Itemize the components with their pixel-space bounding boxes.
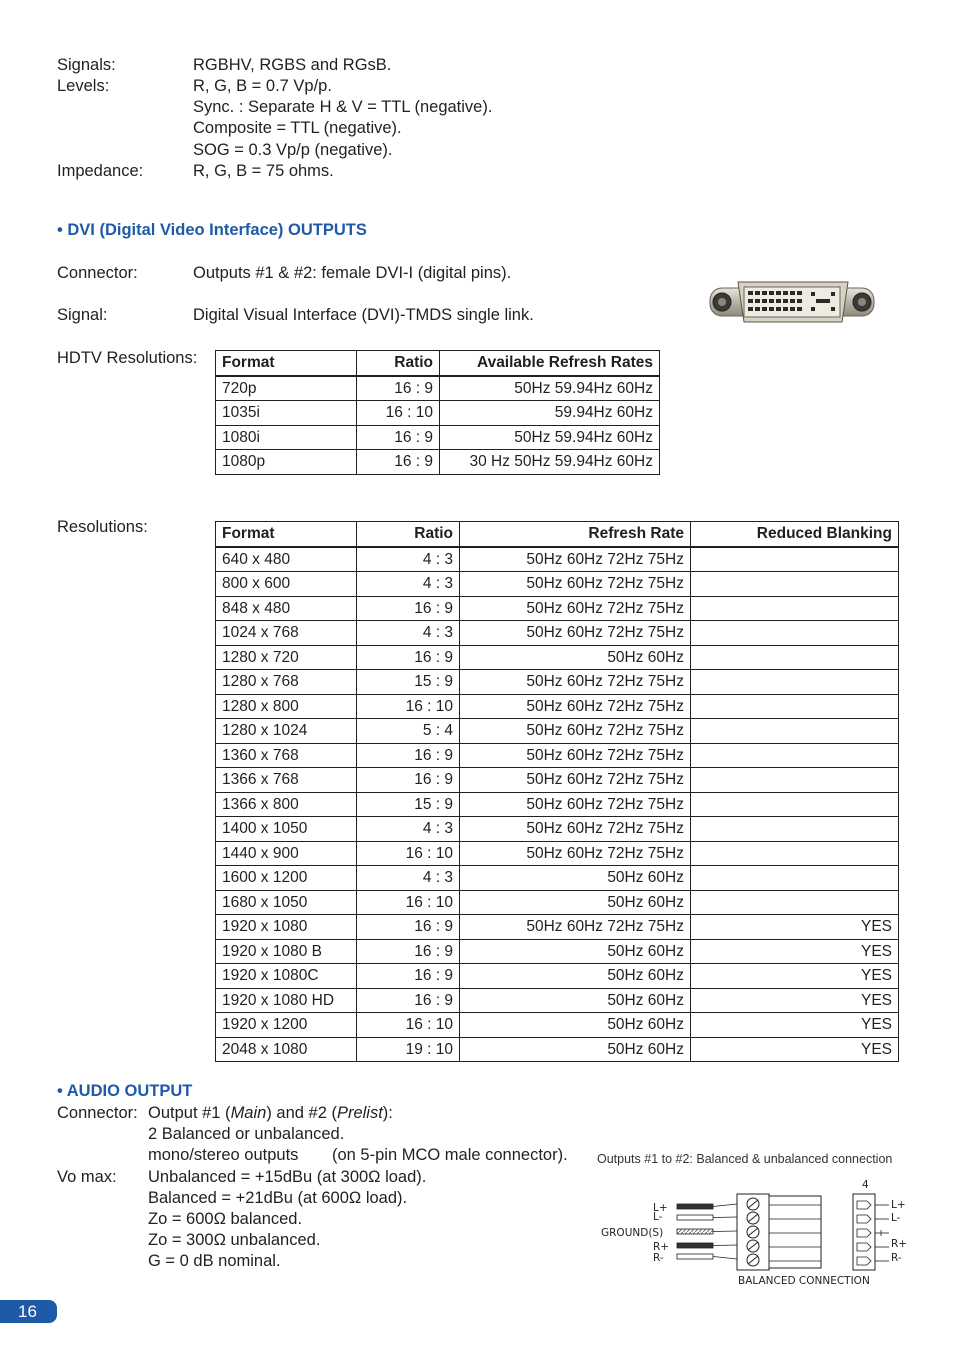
impedance-label: Impedance: — [57, 162, 144, 180]
table-row — [216, 621, 899, 646]
diagram-left-label: R- — [653, 1252, 664, 1264]
table-cell: 640 x 480 — [216, 547, 357, 572]
table-row — [216, 645, 899, 670]
table-cell: 50Hz 60Hz 72Hz 75Hz — [460, 596, 691, 621]
table-cell: 720p — [216, 376, 357, 401]
table-row — [216, 376, 660, 401]
diagram-left-label: GROUND(S) — [601, 1227, 664, 1239]
column-header: Format — [216, 522, 357, 547]
dvi-signal-value: Digital Visual Interface (DVI)-TMDS single link. — [193, 306, 534, 324]
table-cell — [691, 621, 899, 646]
table-row — [216, 841, 899, 866]
diagram-right-label: L- — [891, 1212, 901, 1224]
table-cell: 50Hz 60Hz 72Hz 75Hz — [460, 792, 691, 817]
table-row — [216, 743, 899, 768]
vomax-line: Zo = 300Ω unbalanced. — [148, 1231, 321, 1249]
table-cell — [691, 645, 899, 670]
table-cell: YES — [691, 1037, 899, 1062]
table-cell — [691, 890, 899, 915]
table-cell: 30 Hz 50Hz 59.94Hz 60Hz — [440, 450, 660, 475]
signals-value: RGBHV, RGBS and RGsB. — [193, 56, 392, 74]
table-cell — [691, 694, 899, 719]
table-row — [216, 915, 899, 940]
table-cell: 16 : 9 — [357, 768, 460, 793]
table-cell: 1366 x 768 — [216, 768, 357, 793]
table-row — [216, 547, 899, 572]
table-row — [216, 425, 660, 450]
resolutions-table — [215, 521, 899, 1062]
table-cell — [691, 743, 899, 768]
table-cell — [691, 719, 899, 744]
dvi-connector-image — [708, 278, 876, 331]
text-segment-italic: Prelist — [336, 1104, 383, 1122]
column-header: Reduced Blanking — [691, 522, 899, 547]
vomax-line: G = 0 dB nominal. — [148, 1252, 281, 1270]
vomax-label: Vo max: — [57, 1168, 117, 1186]
table-cell — [691, 841, 899, 866]
impedance-value: R, G, B = 75 ohms. — [193, 162, 334, 180]
dvi-connector-label: Connector: — [57, 264, 138, 282]
table-cell: 50Hz 60Hz — [460, 939, 691, 964]
table-cell — [691, 572, 899, 597]
table-row — [216, 1037, 899, 1062]
table-cell: 16 : 9 — [357, 376, 440, 401]
column-header: Ratio — [357, 351, 440, 376]
table-cell: 800 x 600 — [216, 572, 357, 597]
table-row — [216, 401, 660, 426]
table-cell: 16 : 10 — [357, 1013, 460, 1038]
table-cell: 16 : 10 — [357, 841, 460, 866]
table-cell: 50Hz 60Hz — [460, 645, 691, 670]
table-cell — [691, 596, 899, 621]
table-cell: 50Hz 60Hz — [460, 890, 691, 915]
table-cell: 50Hz 59.94Hz 60Hz — [440, 376, 660, 401]
table-cell: 1920 x 1080C — [216, 964, 357, 989]
table-cell: 16 : 9 — [357, 645, 460, 670]
table-cell: 19 : 10 — [357, 1037, 460, 1062]
table-cell: 16 : 9 — [357, 988, 460, 1013]
vomax-line: Unbalanced = +15dBu (at 300Ω load). — [148, 1168, 427, 1186]
table-cell: 2048 x 1080 — [216, 1037, 357, 1062]
table-cell: 50Hz 60Hz 72Hz 75Hz — [460, 915, 691, 940]
table-row — [216, 694, 899, 719]
table-row — [216, 1013, 899, 1038]
table-cell: 16 : 9 — [357, 450, 440, 475]
table-cell — [691, 866, 899, 891]
dvi-connector-value: Outputs #1 & #2: female DVI-I (digital pins). — [193, 264, 512, 282]
text-segment: ): — [382, 1104, 393, 1122]
table-cell: 50Hz 60Hz 72Hz 75Hz — [460, 572, 691, 597]
diagram-bottom-label: BALANCED CONNECTION — [738, 1275, 870, 1287]
levels-line: SOG = 0.3 Vp/p (negative). — [193, 141, 393, 159]
table-cell: 50Hz 60Hz 72Hz 75Hz — [460, 719, 691, 744]
table-cell: 16 : 9 — [357, 939, 460, 964]
table-cell: 4 : 3 — [357, 621, 460, 646]
table-cell — [691, 792, 899, 817]
levels-line: Composite = TTL (negative). — [193, 119, 402, 137]
hdtv-table — [215, 350, 660, 475]
table-row — [216, 964, 899, 989]
table-cell: 1366 x 800 — [216, 792, 357, 817]
table-cell — [691, 547, 899, 572]
table-cell: 16 : 9 — [357, 915, 460, 940]
table-cell: 1680 x 1050 — [216, 890, 357, 915]
table-cell: 1440 x 900 — [216, 841, 357, 866]
table-row — [216, 866, 899, 891]
audio-connector-line: mono/stereo outputs — [148, 1146, 299, 1164]
signals-label: Signals: — [57, 56, 116, 74]
table-cell: 1920 x 1080 B — [216, 939, 357, 964]
table-cell: 1280 x 768 — [216, 670, 357, 695]
table-cell: 1280 x 800 — [216, 694, 357, 719]
table-cell: 16 : 9 — [357, 964, 460, 989]
table-cell: 16 : 10 — [357, 694, 460, 719]
column-header: Ratio — [357, 522, 460, 547]
table-row — [216, 792, 899, 817]
table-row — [216, 670, 899, 695]
table-cell: 1920 x 1080 HD — [216, 988, 357, 1013]
table-header-row — [216, 351, 660, 376]
hdtv-label: HDTV Resolutions: — [57, 349, 198, 367]
table-cell: 4 : 3 — [357, 866, 460, 891]
table-cell: 50Hz 60Hz — [460, 964, 691, 989]
table-cell: 15 : 9 — [357, 792, 460, 817]
dvi-signal-label: Signal: — [57, 306, 108, 324]
table-cell: 59.94Hz 60Hz — [440, 401, 660, 426]
table-cell: 1600 x 1200 — [216, 866, 357, 891]
diagram-right-label: R- — [891, 1252, 902, 1264]
levels-line: R, G, B = 0.7 Vp/p. — [193, 77, 332, 95]
table-cell: 4 : 3 — [357, 547, 460, 572]
table-cell: 50Hz 60Hz 72Hz 75Hz — [460, 743, 691, 768]
table-cell: 50Hz 60Hz 72Hz 75Hz — [460, 817, 691, 842]
table-cell: 50Hz 60Hz 72Hz 75Hz — [460, 621, 691, 646]
diagram-left-label: R+ — [653, 1241, 670, 1253]
table-cell: 50Hz 60Hz — [460, 866, 691, 891]
table-cell: 1400 x 1050 — [216, 817, 357, 842]
table-cell: 16 : 9 — [357, 425, 440, 450]
audio-connector-label: Connector: — [57, 1104, 138, 1122]
table-cell: 50Hz 60Hz 72Hz 75Hz — [460, 694, 691, 719]
dvi-heading: • DVI (Digital Video Interface) OUTPUTS — [57, 221, 367, 239]
column-header: Available Refresh Rates — [440, 351, 660, 376]
column-header: Refresh Rate — [460, 522, 691, 547]
table-row — [216, 817, 899, 842]
table-cell: 1080p — [216, 450, 357, 475]
table-cell: YES — [691, 939, 899, 964]
page-number: 16 — [18, 1302, 37, 1321]
balanced-connection-diagram — [667, 1192, 892, 1277]
column-header: Format — [216, 351, 357, 376]
diagram-left-label: L+ — [653, 1202, 668, 1214]
table-cell: 1080i — [216, 425, 357, 450]
table-cell: 16 : 9 — [357, 596, 460, 621]
table-cell: 50Hz 59.94Hz 60Hz — [440, 425, 660, 450]
diagram-left-label: L- — [653, 1211, 663, 1223]
table-cell: 1024 x 768 — [216, 621, 357, 646]
table-row — [216, 450, 660, 475]
table-cell: 50Hz 60Hz 72Hz 75Hz — [460, 670, 691, 695]
table-cell: YES — [691, 964, 899, 989]
diagram-right-label: L+ — [891, 1199, 906, 1211]
table-cell: 5 : 4 — [357, 719, 460, 744]
levels-label: Levels: — [57, 77, 110, 95]
diagram-caption: Outputs #1 to #2: Balanced & unbalanced connection — [597, 1152, 893, 1166]
text-segment-italic: Main — [230, 1104, 267, 1122]
levels-line: Sync. : Separate H & V = TTL (negative). — [193, 98, 493, 116]
diagram-right-label: R+ — [891, 1238, 908, 1250]
text-segment: Output #1 ( — [148, 1104, 231, 1122]
table-cell: 50Hz 60Hz 72Hz 75Hz — [460, 768, 691, 793]
table-cell — [691, 670, 899, 695]
table-cell: 50Hz 60Hz 72Hz 75Hz — [460, 547, 691, 572]
table-cell: 16 : 10 — [357, 890, 460, 915]
table-cell: 848 x 480 — [216, 596, 357, 621]
text-segment: ) and #2 ( — [266, 1104, 337, 1122]
audio-heading: • AUDIO OUTPUT — [57, 1082, 193, 1100]
table-cell: 16 : 9 — [357, 743, 460, 768]
table-cell: 50Hz 60Hz — [460, 1013, 691, 1038]
table-header-row — [216, 522, 899, 547]
table-cell: 4 : 3 — [357, 817, 460, 842]
vomax-line: Zo = 600Ω balanced. — [148, 1210, 303, 1228]
table-cell: 50Hz 60Hz — [460, 988, 691, 1013]
table-cell: 1280 x 720 — [216, 645, 357, 670]
resolutions-label: Resolutions: — [57, 518, 148, 536]
audio-connector-line: (on 5-pin MCO male connector). — [332, 1146, 568, 1164]
audio-connector-line: 2 Balanced or unbalanced. — [148, 1125, 345, 1143]
table-cell: 1920 x 1200 — [216, 1013, 357, 1038]
audio-connector-line — [148, 1104, 393, 1123]
table-cell — [691, 817, 899, 842]
table-row — [216, 890, 899, 915]
table-cell: 1035i — [216, 401, 357, 426]
table-cell — [691, 768, 899, 793]
vomax-line: Balanced = +21dBu (at 600Ω load). — [148, 1189, 408, 1207]
table-cell: 1360 x 768 — [216, 743, 357, 768]
table-cell: 15 : 9 — [357, 670, 460, 695]
table-cell: 50Hz 60Hz — [460, 1037, 691, 1062]
diagram-number: 4 — [862, 1179, 869, 1191]
table-cell: YES — [691, 915, 899, 940]
page-number-badge — [0, 1300, 57, 1323]
table-cell: 1280 x 1024 — [216, 719, 357, 744]
table-row — [216, 988, 899, 1013]
table-row — [216, 572, 899, 597]
table-row — [216, 596, 899, 621]
table-cell: YES — [691, 988, 899, 1013]
table-row — [216, 939, 899, 964]
table-cell: 16 : 10 — [357, 401, 440, 426]
table-row — [216, 768, 899, 793]
table-row — [216, 719, 899, 744]
table-cell: 1920 x 1080 — [216, 915, 357, 940]
table-cell: 4 : 3 — [357, 572, 460, 597]
table-cell: YES — [691, 1013, 899, 1038]
table-cell: 50Hz 60Hz 72Hz 75Hz — [460, 841, 691, 866]
